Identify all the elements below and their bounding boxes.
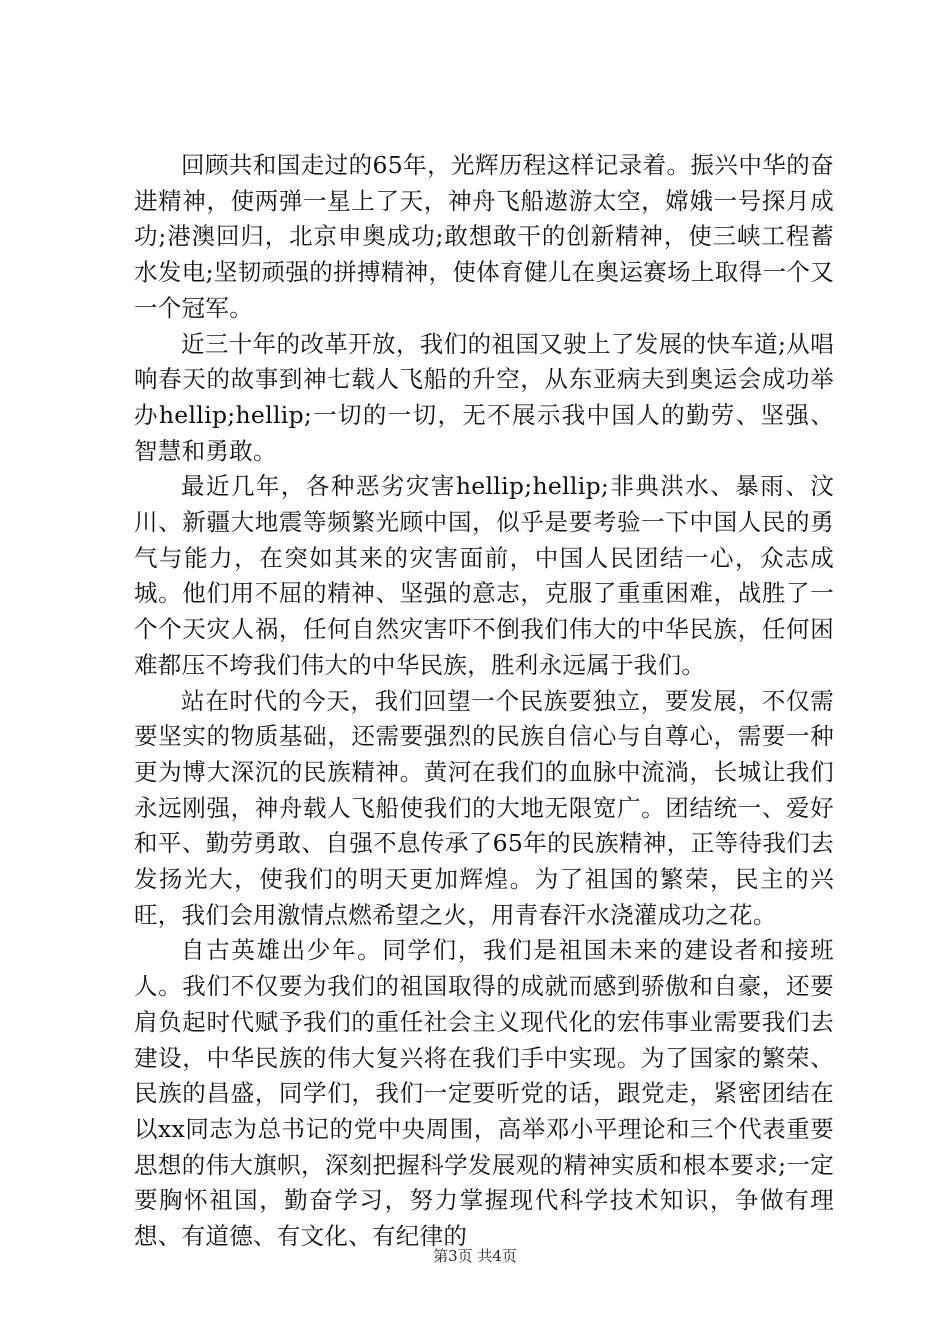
paragraph: 回顾共和国走过的65年，光辉历程这样记录着。振兴中华的奋进精神，使两弹一星上了天，神舟飞船遨游太空，嫦娥一号探月成功;港澳回归，北京申奥成功;敢想敢干的创新精神，使三峡工程蓄水发电;坚韧顽强的拼搏精神，使体育健儿在奥运赛场上取得一个又一个冠军。	[134, 151, 834, 322]
document-body	[134, 148, 834, 1255]
paragraph: 最近几年，各种恶劣灾害hellip;hellip;非典洪水、暴雨、汶川、新疆大地震等频繁光顾中国，似乎是要考验一下中国人民的勇气与能力，在突如其来的灾害面前，中国人民团结一心，众志成城。他们用不屈的精神、坚强的意志，克服了重重困难，战胜了一个个天灾人祸，任何自然灾害吓不倒我们伟大的中华民族，任何困难都压不垮我们伟大的中华民族，胜利永远属于我们。	[134, 472, 834, 679]
page-number-footer: 第3页 共4页	[433, 1247, 517, 1265]
paragraph: 自古英雄出少年。同学们，我们是祖国未来的建设者和接班人。我们不仅要为我们的祖国取得的成就而感到骄傲和自豪，还要肩负起时代赋予我们的重任社会主义现代化的宏伟事业需要我们去建设，中华民族的伟大复兴将在我们手中实现。为了国家的繁荣、民族的昌盛，同学们，我们一定要听党的话，跟党走，紧密团结在以xx同志为总书记的党中央周围，高举邓小平理论和三个代表重要思想的伟大旗帜，深刻把握科学发展观的精神实质和根本要求;一定要胸怀祖国，勤奋学习，努力掌握现代科学技术知识，争做有理想、有道德、有文化、有纪律的	[134, 936, 834, 1251]
paragraph: 近三十年的改革开放，我们的祖国又驶上了发展的快车道;从唱响春天的故事到神七载人飞船的升空，从东亚病夫到奥运会成功举办hellip;hellip;一切的一切，无不展示我中国人的勤劳、坚强、智慧和勇敢。	[134, 329, 834, 465]
paragraph: 站在时代的今天，我们回望一个民族要独立，要发展，不仅需要坚实的物质基础，还需要强烈的民族自信心与自尊心，需要一种更为博大深沉的民族精神。黄河在我们的血脉中流淌，长城让我们永远刚强，神舟载人飞船使我们的大地无限宽广。团结统一、爱好和平、勤劳勇敢、自强不息传承了65年的民族精神，正等待我们去发扬光大，使我们的明天更加辉煌。为了祖国的繁荣，民主的兴旺，我们会用激情点燃希望之火，用青春汗水浇灌成功之花。	[134, 686, 834, 929]
